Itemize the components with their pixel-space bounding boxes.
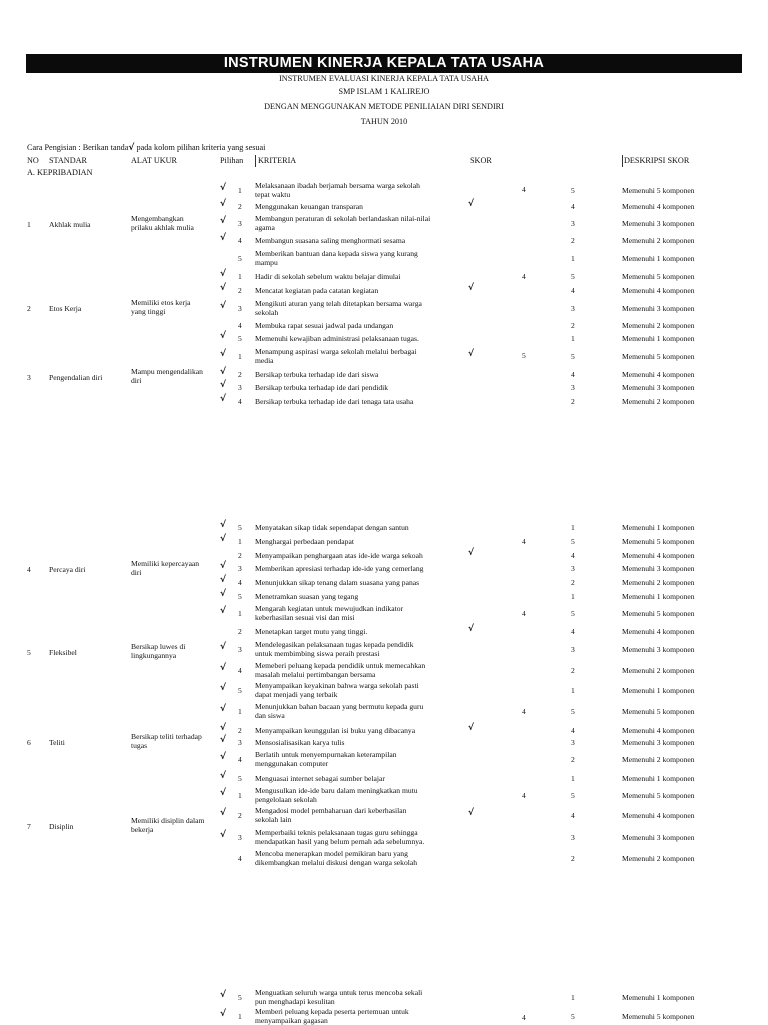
standard-name: Pengendalian diri <box>49 373 103 382</box>
score-value: 1 <box>571 993 575 1002</box>
score-value: 4 <box>571 811 575 820</box>
criteria-number: 4 <box>238 666 242 675</box>
subtitle-line-3: DENGAN MENGGUNAKAN METODE PENILIAIAN DIRI SENDIRI <box>264 102 504 111</box>
standard-number: 1 <box>27 220 31 229</box>
criteria-text: Menetramkan suasan yang tegang <box>255 592 359 601</box>
criteria-number: 5 <box>238 686 242 695</box>
measurement-tool: yang tinggi <box>131 307 166 316</box>
criteria-number: 1 <box>238 186 242 195</box>
criteria-text: Memenuhi kewajiban administrasi pelaksanaan tugas. <box>255 334 419 343</box>
check-mark-icon: √ <box>220 534 227 544</box>
criteria-number: 4 <box>238 321 242 330</box>
group-score: 4 <box>522 272 526 281</box>
check-mark-icon: √ <box>220 283 227 293</box>
score-description: Memenuhi 1 komponen <box>622 334 695 343</box>
subtitle-line-4: TAHUN 2010 <box>360 117 408 126</box>
score-description: Memenuhi 4 komponen <box>622 370 695 379</box>
criteria-text: Mengikuti aturan yang telah ditetapkan bersama warga <box>255 299 422 308</box>
criteria-number: 2 <box>238 202 242 211</box>
criteria-text: menyampaikan gagasan <box>255 1016 328 1025</box>
standard-number: 4 <box>27 565 31 574</box>
score-value: 3 <box>571 564 575 573</box>
criteria-text: Membangun peraturan di sekolah berlandaskan nilai-nilai <box>255 214 431 223</box>
score-description: Memenuhi 3 komponen <box>622 219 695 228</box>
standard-name: Percaya diri <box>49 565 86 574</box>
score-description: Memenuhi 2 komponen <box>622 236 695 245</box>
criteria-text: media <box>255 356 274 365</box>
score-value: 2 <box>571 854 575 863</box>
criteria-number: 3 <box>238 645 242 654</box>
criteria-number: 2 <box>238 811 242 820</box>
score-value: 1 <box>571 592 575 601</box>
standard-name: Fleksibel <box>49 648 77 657</box>
header-pilihan: Pilihan <box>220 156 244 165</box>
score-description: Memenuhi 2 komponen <box>622 666 695 675</box>
criteria-number: 3 <box>238 383 242 392</box>
score-value: 1 <box>571 254 575 263</box>
check-mark-icon: √ <box>220 663 227 673</box>
criteria-number: 2 <box>238 551 242 560</box>
score-value: 5 <box>571 352 575 361</box>
standard-number: 3 <box>27 373 31 382</box>
score-description: Memenuhi 5 komponen <box>622 272 695 281</box>
check-mark-icon: √ <box>220 808 227 818</box>
criteria-text: Melaksanaan ibadah berjamah bersama warga sekolah <box>255 181 420 190</box>
score-description: Memenuhi 5 komponen <box>622 537 695 546</box>
standard-name: Etos Kerja <box>49 304 82 313</box>
group-score: 4 <box>522 707 526 716</box>
criteria-number: 3 <box>238 304 242 313</box>
criteria-text: masalah melalui pertimbangan bersama <box>255 670 376 679</box>
check-mark-icon: √ <box>220 575 227 585</box>
criteria-text: sekolah <box>255 308 279 317</box>
measurement-tool: Bersikap luwes di <box>131 642 186 651</box>
criteria-text: Memperbaiki teknis pelaksanaan tugas guru sehingga <box>255 828 418 837</box>
check-mark-icon: √ <box>220 216 227 226</box>
check-mark-icon: √ <box>220 380 227 390</box>
check-mark-icon: √ <box>220 752 227 762</box>
measurement-tool: tugas <box>131 741 148 750</box>
measurement-tool: Bersikap teliti terhadap <box>131 732 202 741</box>
instruction-prefix: Cara Pengisian : Berikan tanda <box>27 143 129 152</box>
check-mark-icon: √ <box>468 548 475 558</box>
standard-name: Teliti <box>49 738 65 747</box>
criteria-number: 4 <box>238 236 242 245</box>
group-score: 4 <box>522 791 526 800</box>
criteria-number: 5 <box>238 254 242 263</box>
check-mark-icon: √ <box>220 269 227 279</box>
score-value: 2 <box>571 321 575 330</box>
score-description: Memenuhi 2 komponen <box>622 854 695 863</box>
score-description: Memenuhi 3 komponen <box>622 564 695 573</box>
check-mark-icon: √ <box>468 283 475 293</box>
criteria-text: pengelolaan sekolah <box>255 795 317 804</box>
score-description: Memenuhi 4 komponen <box>622 627 695 636</box>
criteria-number: 5 <box>238 592 242 601</box>
score-description: Memenuhi 2 komponen <box>622 578 695 587</box>
check-mark-icon: √ <box>220 642 227 652</box>
criteria-number: 1 <box>238 272 242 281</box>
check-mark-icon: √ <box>220 704 227 714</box>
criteria-number: 3 <box>238 564 242 573</box>
text-cursor-2 <box>622 155 623 167</box>
criteria-number: 2 <box>238 286 242 295</box>
header-deskripsi-skor: DESKRIPSI SKOR <box>624 156 690 165</box>
score-description: Memenuhi 1 komponen <box>622 993 695 1002</box>
criteria-text: Menguasai internet sebagai sumber belajar <box>255 774 385 783</box>
score-description: Memenuhi 4 komponen <box>622 286 695 295</box>
criteria-text: Mencatat kegiatan pada catatan kegiatan <box>255 286 379 295</box>
check-mark-icon: √ <box>220 301 227 311</box>
section-kepribadian: A. KEPRIBADIAN <box>27 168 93 177</box>
score-value: 1 <box>571 774 575 783</box>
check-mark-icon: √ <box>220 349 227 359</box>
group-score: 4 <box>522 1013 526 1022</box>
criteria-text: Memberikan apresiasi terhadap ide-ide yang cemerlang <box>255 564 424 573</box>
header-no: NO <box>27 156 39 165</box>
criteria-number: 1 <box>238 707 242 716</box>
criteria-text: Menghargai perbedaan pendapat <box>255 537 354 546</box>
criteria-text: menggunakan computer <box>255 759 329 768</box>
criteria-number: 3 <box>238 219 242 228</box>
score-value: 2 <box>571 666 575 675</box>
criteria-number: 2 <box>238 726 242 735</box>
measurement-tool: Memiliki kepercayaan <box>131 559 200 568</box>
criteria-number: 5 <box>238 993 242 1002</box>
standard-name: Akhlak mulia <box>49 220 91 229</box>
check-mark-icon: √ <box>468 808 475 818</box>
criteria-number: 2 <box>238 370 242 379</box>
criteria-text: Menunjukkan bahan bacaan yang bermutu kepada guru <box>255 702 424 711</box>
group-score: 5 <box>522 351 526 360</box>
header-alat-ukur: ALAT UKUR <box>131 156 178 165</box>
criteria-text: Menetapkan target mutu yang tinggi. <box>255 627 368 636</box>
check-mark-icon: √ <box>220 331 227 341</box>
check-mark-icon: √ <box>468 349 475 359</box>
score-value: 5 <box>571 1012 575 1021</box>
score-value: 2 <box>571 578 575 587</box>
check-mark-icon: √ <box>220 771 227 781</box>
subtitle-line-2: SMP ISLAM 1 KALIREJO <box>338 87 430 96</box>
score-value: 1 <box>571 686 575 695</box>
criteria-number: 5 <box>238 334 242 343</box>
criteria-text: Hadir di sekolah sebelum waktu belajar dimulai <box>255 272 401 281</box>
criteria-text: Menyatakan sikap tidak sependapat dengan santun <box>255 523 409 532</box>
criteria-text: Mendelegasikan pelaksanaan tugas kepada pendidik <box>255 640 414 649</box>
criteria-number: 4 <box>238 397 242 406</box>
criteria-text: Menyampaikan penghargaan atas ide-ide warga sekoah <box>255 551 423 560</box>
score-description: Memenuhi 4 komponen <box>622 811 695 820</box>
check-mark-icon: √ <box>220 589 227 599</box>
criteria-text: Memberi peluang kepada peserta pertemuan untuk <box>255 1007 409 1016</box>
score-value: 5 <box>571 707 575 716</box>
measurement-tool: bekerja <box>131 825 154 834</box>
measurement-tool: diri <box>131 376 142 385</box>
check-mark-icon: √ <box>220 233 227 243</box>
group-score: 4 <box>522 609 526 618</box>
check-mark-icon: √ <box>220 183 227 193</box>
standard-number: 7 <box>27 822 31 831</box>
criteria-number: 1 <box>238 352 242 361</box>
score-description: Memenuhi 3 komponen <box>622 304 695 313</box>
criteria-text: Membuka rapat sesuai jadwal pada undangan <box>255 321 394 330</box>
score-description: Memenuhi 1 komponen <box>622 523 695 532</box>
check-mark-icon: √ <box>128 143 135 153</box>
score-value: 4 <box>571 627 575 636</box>
criteria-text: Membangun suasana saling menghormati sesama <box>255 236 406 245</box>
criteria-text: untuk membimbing siswa peraih prestasi <box>255 649 380 658</box>
criteria-text: tepat waktu <box>255 190 291 199</box>
score-value: 1 <box>571 523 575 532</box>
criteria-number: 3 <box>238 738 242 747</box>
check-mark-icon: √ <box>220 367 227 377</box>
criteria-text: Memeberi peluang kepada pendidik untuk memecahkan <box>255 661 426 670</box>
score-value: 3 <box>571 645 575 654</box>
check-mark-icon: √ <box>220 788 227 798</box>
score-value: 4 <box>571 551 575 560</box>
criteria-number: 4 <box>238 755 242 764</box>
score-value: 5 <box>571 272 575 281</box>
score-value: 4 <box>571 286 575 295</box>
group-score: 4 <box>522 537 526 546</box>
check-mark-icon: √ <box>220 561 227 571</box>
score-value: 2 <box>571 397 575 406</box>
score-value: 5 <box>571 791 575 800</box>
subtitle-line-1: INSTRUMEN EVALUASI KINERJA KEPALA TATA USAHA <box>279 74 489 83</box>
measurement-tool: prilaku akhlak mulia <box>131 223 194 232</box>
score-value: 3 <box>571 833 575 842</box>
score-description: Memenuhi 5 komponen <box>622 791 695 800</box>
score-value: 1 <box>571 334 575 343</box>
header-standar: STANDAR <box>49 156 88 165</box>
criteria-text: Menggunakan keuangan transparan <box>255 202 363 211</box>
check-mark-icon: √ <box>220 606 227 616</box>
criteria-number: 3 <box>238 833 242 842</box>
score-value: 4 <box>571 370 575 379</box>
criteria-text: Menyampaikan keunggulan isi buku yang dibacanya <box>255 726 416 735</box>
criteria-text: Mengusulkan ide-ide baru dalam meningkatkan mutu <box>255 786 418 795</box>
check-mark-icon: √ <box>220 830 227 840</box>
score-value: 4 <box>571 726 575 735</box>
score-value: 3 <box>571 383 575 392</box>
check-mark-icon: √ <box>468 624 475 634</box>
criteria-text: sekolah lain <box>255 815 292 824</box>
criteria-number: 4 <box>238 578 242 587</box>
score-value: 3 <box>571 219 575 228</box>
criteria-text: Menunjukkan sikap tenang dalam suasana yang panas <box>255 578 420 587</box>
criteria-text: Bersikap terbuka terhadap ide dari tenaga tata usaha <box>255 397 414 406</box>
criteria-number: 1 <box>238 1012 242 1021</box>
score-value: 5 <box>571 609 575 618</box>
score-description: Memenuhi 5 komponen <box>622 707 695 716</box>
criteria-number: 4 <box>238 854 242 863</box>
score-value: 4 <box>571 202 575 211</box>
criteria-number: 5 <box>238 774 242 783</box>
score-description: Memenuhi 2 komponen <box>622 321 695 330</box>
standard-number: 5 <box>27 648 31 657</box>
measurement-tool: Mengembangkan <box>131 214 184 223</box>
score-description: Memenuhi 3 komponen <box>622 833 695 842</box>
criteria-text: pun menghadapi kesulitan <box>255 997 335 1006</box>
measurement-tool: diri <box>131 568 142 577</box>
criteria-text: Mencoba menerapkan model pemikiran baru yang <box>255 849 408 858</box>
check-mark-icon: √ <box>220 199 227 209</box>
score-description: Memenuhi 5 komponen <box>622 352 695 361</box>
measurement-tool: Memiliki disiplin dalam <box>131 816 205 825</box>
score-description: Memenuhi 4 komponen <box>622 551 695 560</box>
criteria-number: 1 <box>238 537 242 546</box>
score-value: 2 <box>571 236 575 245</box>
criteria-text: keberhasilan sesuai visi dan misi <box>255 613 355 622</box>
measurement-tool: lingkungannya <box>131 651 177 660</box>
criteria-text: Menyampaikan keyakinan bahwa warga sekolah pasti <box>255 681 419 690</box>
instruction-text <box>27 143 265 153</box>
instruction-suffix: pada kolom pilihan kriteria yang sesuai <box>136 143 266 152</box>
measurement-tool: Mampu mengendalikan <box>131 367 203 376</box>
criteria-text: Bersikap terbuka terhadap ide dari siswa <box>255 370 379 379</box>
criteria-text: agama <box>255 223 275 232</box>
check-mark-icon: √ <box>220 735 227 745</box>
text-cursor <box>255 155 256 167</box>
check-mark-icon: √ <box>468 199 475 209</box>
score-value: 3 <box>571 304 575 313</box>
check-mark-icon: √ <box>220 394 227 404</box>
score-description: Memenuhi 4 komponen <box>622 202 695 211</box>
criteria-text: Mengarah kegiatan untuk mewujudkan indikator <box>255 604 404 613</box>
standard-number: 2 <box>27 304 31 313</box>
criteria-text: Berlatih untuk menyempurnakan keterampilan <box>255 750 397 759</box>
check-mark-icon: √ <box>220 723 227 733</box>
document-title: INSTRUMEN KINERJA KEPALA TATA USAHA <box>26 54 742 73</box>
score-value: 5 <box>571 186 575 195</box>
score-value: 3 <box>571 738 575 747</box>
check-mark-icon: √ <box>220 520 227 530</box>
score-description: Memenuhi 3 komponen <box>622 383 695 392</box>
check-mark-icon: √ <box>468 723 475 733</box>
score-description: Memenuhi 1 komponen <box>622 592 695 601</box>
criteria-text: mendapatkan hasil yang belum pernah ada sebelumnya. <box>255 837 425 846</box>
criteria-number: 1 <box>238 791 242 800</box>
criteria-text: dapat menjadi yang terbaik <box>255 690 338 699</box>
score-description: Memenuhi 2 komponen <box>622 755 695 764</box>
score-description: Memenuhi 2 komponen <box>622 397 695 406</box>
criteria-text: Menampung aspirasi warga sekolah melalui berbagai <box>255 347 417 356</box>
header-kriteria: KRITERIA <box>258 156 297 165</box>
check-mark-icon: √ <box>220 1009 227 1019</box>
check-mark-icon: √ <box>220 683 227 693</box>
group-score: 4 <box>522 185 526 194</box>
criteria-text: dikembangkan melalui diskusi dengan warga sekolah <box>255 858 418 867</box>
header-skor: SKOR <box>470 156 492 165</box>
criteria-text: Menguatkan seluruh warga untuk terus mencoba sekali <box>255 988 423 997</box>
check-mark-icon: √ <box>220 990 227 1000</box>
score-description: Memenuhi 4 komponen <box>622 726 695 735</box>
criteria-text: Bersikap terbuka terhadap ide dari pendidik <box>255 383 389 392</box>
criteria-text: dan siswa <box>255 711 285 720</box>
score-description: Memenuhi 5 komponen <box>622 609 695 618</box>
measurement-tool: Memiliki etos kerja <box>131 298 191 307</box>
score-value: 2 <box>571 755 575 764</box>
score-description: Memenuhi 1 komponen <box>622 254 695 263</box>
criteria-number: 1 <box>238 609 242 618</box>
criteria-text: Mensosialisasikan karya tulis <box>255 738 345 747</box>
criteria-text: Memberikan bantuan dana kepada siswa yang kurang <box>255 249 418 258</box>
score-description: Memenuhi 5 komponen <box>622 1012 695 1021</box>
score-value: 5 <box>571 537 575 546</box>
score-description: Memenuhi 3 komponen <box>622 738 695 747</box>
score-description: Memenuhi 5 komponen <box>622 186 695 195</box>
criteria-number: 2 <box>238 627 242 636</box>
criteria-text: Mengadosi model pembaharuan dari keberhasilan <box>255 806 407 815</box>
criteria-text: mampu <box>255 258 278 267</box>
standard-name: Disiplin <box>49 822 74 831</box>
score-description: Memenuhi 3 komponen <box>622 645 695 654</box>
score-description: Memenuhi 1 komponen <box>622 774 695 783</box>
criteria-number: 5 <box>238 523 242 532</box>
score-description: Memenuhi 1 komponen <box>622 686 695 695</box>
standard-number: 6 <box>27 738 31 747</box>
